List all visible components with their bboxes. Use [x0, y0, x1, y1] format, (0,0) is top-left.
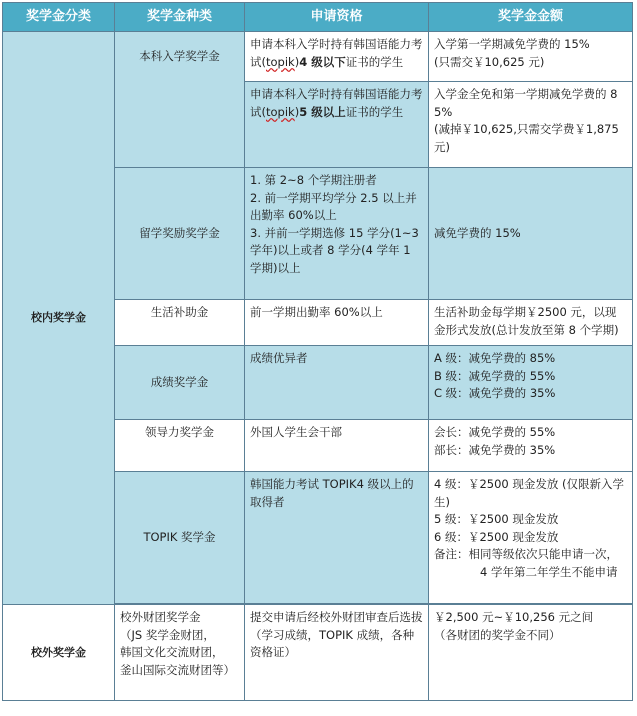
type-study-abroad: 留学奖励奖学金 — [115, 168, 245, 300]
amount-line: 会长：减免学费的 55% — [434, 425, 556, 439]
amount-line: B 级：减免学费的 55% — [434, 368, 556, 383]
amount-line: 6 级：￥2500 现金发放 — [434, 529, 559, 544]
topik-term: topik — [266, 104, 295, 119]
type-freshman: 本科入学奖学金 — [115, 32, 245, 168]
header-category: 奖学金分类 — [3, 3, 115, 32]
amount-freshman-2 — [429, 82, 633, 168]
topik-term: topik — [266, 54, 295, 69]
table-row — [3, 605, 633, 701]
amount-line: 入学第一学期减免学费的 15% — [434, 37, 590, 51]
amount-line: 4 级：￥2500 现金发放 (仅限新入学生) — [434, 477, 625, 509]
amount-line: 部长：减免学费的 35% — [434, 442, 556, 457]
category-external: 校外奖学金 — [3, 605, 115, 701]
header-type: 奖学金种类 — [115, 3, 245, 32]
amount-line: 5 级：￥2500 现金发放 — [434, 512, 559, 526]
eligibility-item: 2. 前一学期平均学分 2.5 以上并出勤率 60%以上 — [250, 190, 417, 222]
type-external — [115, 605, 245, 701]
category-internal: 校内奖学金 — [3, 32, 115, 605]
eligibility-study-abroad — [245, 168, 429, 300]
scholarship-table — [2, 2, 633, 701]
amount-grades — [429, 346, 633, 420]
amount-freshman-1 — [429, 32, 633, 82]
type-leadership: 领导力奖学金 — [115, 420, 245, 472]
amount-leadership — [429, 420, 633, 472]
header-row — [3, 3, 633, 32]
eligibility-living: 前一学期出勤率 60%以上 — [245, 300, 429, 346]
eligibility-topik: 韩国能力考试 TOPIK4 级以上的取得者 — [245, 472, 429, 604]
eligibility-text: ) — [294, 104, 300, 119]
note-line: 4 学年第二年学生不能申请 — [480, 564, 618, 579]
eligibility-text: ) — [294, 54, 300, 69]
amount-line: ￥2,500 元~￥10,256 元之间 — [434, 610, 594, 624]
amount-line: (减掉￥10,625,只需交学费￥1,875 元) — [434, 122, 619, 154]
type-line: （JS 奖学金财团， — [120, 627, 215, 642]
eligibility-freshman-1 — [245, 32, 429, 82]
eligibility-freshman-2 — [245, 82, 429, 168]
type-living: 生活补助金 — [115, 300, 245, 346]
eligibility-text: 申请本科入学时持有韩国语能力考试( — [250, 37, 423, 69]
eligibility-text: 证书的学生 — [345, 54, 404, 69]
level-emphasis: 4 级以下 — [299, 54, 346, 69]
amount-line: A 级：减免学费的 85% — [434, 351, 556, 365]
amount-line: C 级：减免学费的 35% — [434, 386, 556, 400]
type-line: 釜山国际交流财团等） — [120, 662, 235, 677]
amount-topik — [429, 472, 633, 604]
header-amount: 奖学金金额 — [429, 3, 633, 32]
type-line: 韩国文化交流财团， — [120, 645, 224, 659]
note-line: 备注：相同等级依次只能申请一次， — [434, 547, 618, 561]
header-eligibility: 申请资格 — [245, 3, 429, 32]
amount-line: （各财团的奖学金不同） — [434, 627, 561, 642]
level-emphasis: 5 级以上 — [299, 104, 346, 119]
eligibility-text: 证书的学生 — [345, 104, 404, 119]
amount-study-abroad: 减免学费的 15% — [429, 168, 633, 300]
eligibility-leadership: 外国人学生会干部 — [245, 420, 429, 472]
amount-line: (只需交￥10,625 元) — [434, 54, 545, 69]
eligibility-external: 提交申请后经校外财团审查后选拔（学习成绩，TOPIK 成绩，各种资格证） — [245, 605, 429, 701]
eligibility-item: 3. 并前一学期选修 15 学分(1~3 学年)以上或者 8 学分(4 学年 1 学期)以上 — [250, 225, 419, 275]
type-grades: 成绩奖学金 — [115, 346, 245, 420]
amount-living: 生活补助金每学期￥2500 元，以现金形式发放(总计发放至第 8 个学期) — [429, 300, 633, 346]
type-line: 校外财团奖学金 — [120, 610, 201, 624]
type-topik: TOPIK 奖学金 — [115, 472, 245, 604]
eligibility-text: 申请本科入学时持有韩国语能力考试( — [250, 87, 423, 119]
amount-line: 入学金全免和第一学期减免学费的 85% — [434, 87, 618, 119]
amount-external — [429, 605, 633, 701]
table-row — [3, 32, 633, 82]
eligibility-item: 1. 第 2~8 个学期注册者 — [250, 173, 377, 187]
eligibility-grades: 成绩优异者 — [245, 346, 429, 420]
